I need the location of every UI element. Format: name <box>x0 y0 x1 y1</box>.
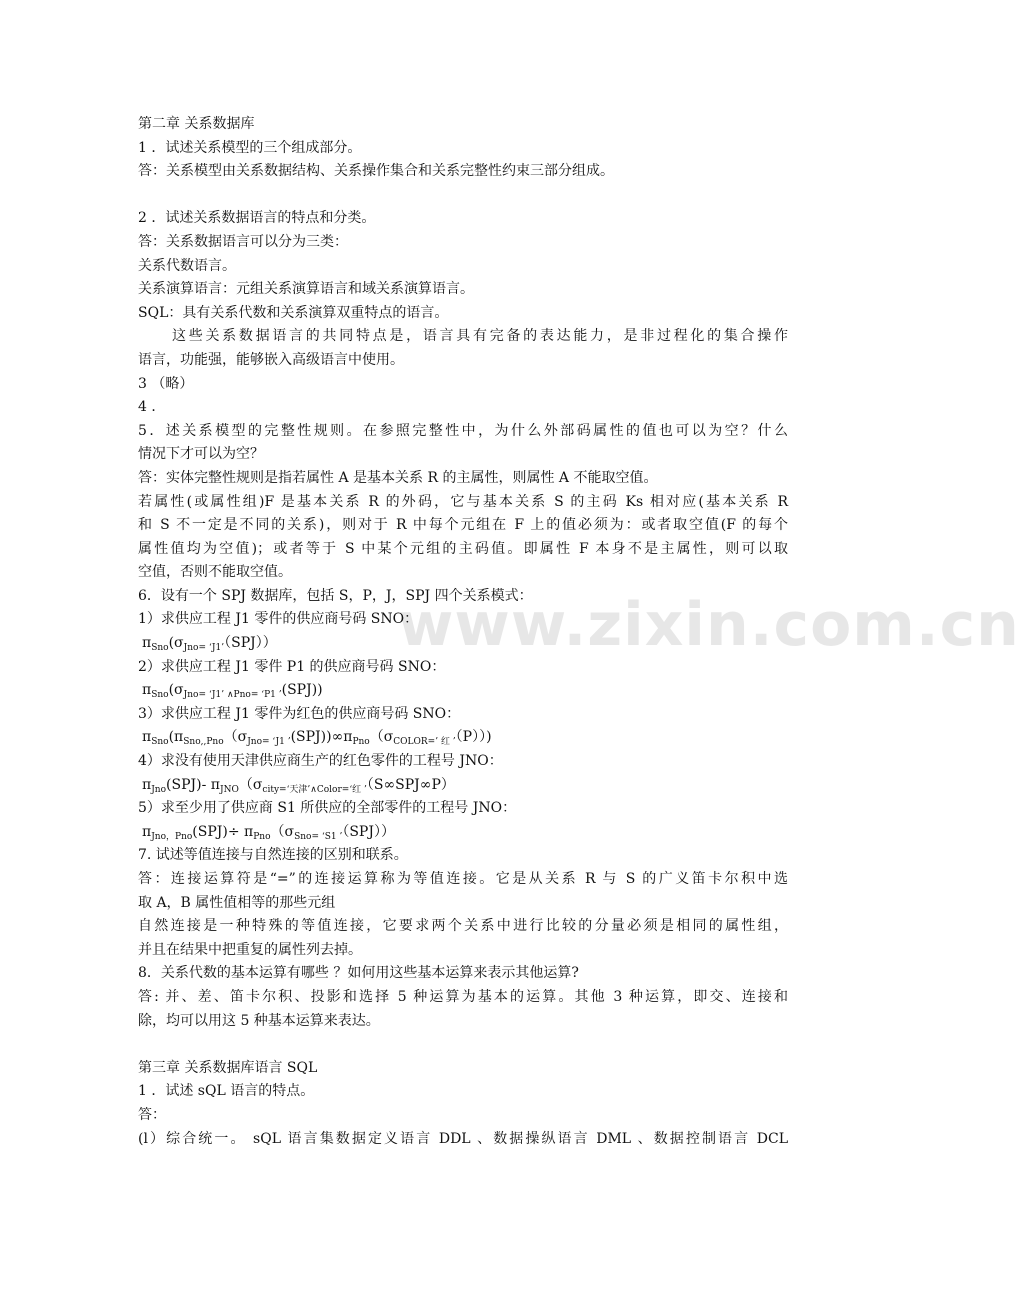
sub-question-3: 3）求供应工程 J1 零件为红色的供应商号码 SNO： <box>138 705 461 722</box>
answer-2-item: 关系演算语言：元组关系演算语言和域关系演算语言。 <box>138 281 474 298</box>
blank-line <box>138 1033 788 1057</box>
chapter-3-question-1: 1 ．试述 sQL 语言的特点。 <box>138 1083 315 1100</box>
sub-question-1: 1）求供应工程 J1 零件的供应商号码 SNO： <box>138 611 419 628</box>
chapter-2-heading: 第二章 关系数据库 <box>138 116 255 132</box>
formula-2: $\pi_{Sno}(\sigma_{Jno= ‘J1’ \wedge Pno= ‘P1 ’}(SPJ))$ <box>142 682 323 701</box>
paragraph-line: 自然连接是一种特殊的等值连接，它要求两个关系中进行比较的分量必须是相同的属性组， <box>138 918 788 935</box>
answer-2-item: 关系代数语言。 <box>138 257 236 274</box>
question-6: 6．设有一个 SPJ 数据库，包括 S，P，J，SPJ 四个关系模式： <box>138 587 533 604</box>
chapter-3-answer-line: (l）综合统一。 sQL 语言集数据定义语言 DDL 、数据操纵语言 DML 、数据控制语言 DCL <box>138 1130 788 1147</box>
question-8: 8．关系代数的基本运算有哪些 ？如何用这些基本运算来表示其他运算? <box>138 965 579 982</box>
watermark: www.zixin.com.cn <box>398 590 1020 660</box>
formula-1: $\pi_{Sno}(\sigma_{Jno= ‘J1’}(SPJ))$ <box>142 635 277 654</box>
paragraph-line: 若属性(或属性组)F 是基本关系 R 的外码，它与基本关系 S 的主码 Ks 相对应(基本关系 R <box>138 493 788 510</box>
question-3: 3 （略） <box>138 375 194 392</box>
paragraph-line: 并且在结果中把重复的属性列去掉。 <box>138 941 362 958</box>
blank-line <box>138 184 788 208</box>
sub-question-2: 2）求供应工程 J1 零件 P1 的供应商号码 SNO： <box>138 658 446 675</box>
answer-1: 答：关系模型由关系数据结构、关系操作集合和关系完整性约束三部分组成。 <box>138 163 614 180</box>
formula-5: $\pi_{Jno,Pno}(SPJ)\div \pi_{Pno}(\sigma_{Sno= ‘S1 ’}(SPJ))$ <box>142 823 395 842</box>
formula-3: $\pi_{Sno}(\pi_{Sno,,Pno}(\sigma_{Jno= ‘J1 ’}(SPJ))\infty\pi_{Pno}(\sigma_{COLOR=’ 红 ’}(P)))$ <box>142 729 492 748</box>
sub-question-5: 5）求至少用了供应商 S1 所供应的全部零件的工程号 JNO： <box>138 800 517 817</box>
document-page <box>138 113 788 1151</box>
paragraph-line: 空值，否则不能取空值。 <box>138 564 292 581</box>
answer-8: 答: 并、差、笛卡尔积、投影和选择 5 种运算为基本的运算。其他 3 种运算，即交、连接和 <box>138 988 788 1005</box>
formula-4: $\pi_{Jno}(SPJ)-$ $\pi_{JNO}(\sigma_{city=‘天津’\wedge Color=‘红 ’}(S\infty SPJ\infty P)$ <box>142 776 455 795</box>
chapter-3-heading: 第三章 关系数据库语言 SQL <box>138 1059 318 1076</box>
chapter-3-answer-label: 答： <box>138 1106 166 1123</box>
question-4: 4 ． <box>138 399 166 416</box>
sub-question-4: 4）求没有使用天津供应商生产的红色零件的工程号 JNO： <box>138 753 503 770</box>
paragraph-line: 和 S 不一定是不同的关系)，则对于 R 中每个元组在 F 上的值必须为：或者取空值(F 的每个 <box>138 517 788 534</box>
paragraph-line: 语言，功能强，能够嵌入高级语言中使用。 <box>138 351 404 368</box>
question-5: 5．述关系模型的完整性规则。在参照完整性中，为什么外部码属性的值也可以为空？什么 <box>138 422 788 439</box>
answer-5: 答：实体完整性规则是指若属性 A 是基本关系 R 的主属性，则属性 A 不能取空值。 <box>138 469 658 486</box>
answer-7: 答：连接运算符是“=”的连接运算称为等值连接。它是从关系 R 与 S 的广义笛卡尔积中选 <box>138 871 788 887</box>
question-1: 1 ．试述关系模型的三个组成部分。 <box>138 139 362 156</box>
answer-2-item: SQL：具有关系代数和关系演算双重特点的语言。 <box>138 304 449 321</box>
answer-7-cont: 取 A，B 属性值相等的那些元组 <box>138 894 336 911</box>
question-7: 7. 试述等值连接与自然连接的区别和联系。 <box>138 847 408 864</box>
answer-8-cont: 除，均可以用这 5 种基本运算来表达。 <box>138 1012 380 1029</box>
paragraph-line: 属性值均为空值)；或者等于 S 中某个元组的主码值。即属性 F 本身不是主属性，则可以取 <box>138 540 788 557</box>
question-5-cont: 情况下才可以为空？ <box>138 446 264 463</box>
answer-2: 答：关系数据语言可以分为三类： <box>138 233 348 250</box>
question-2: 2 ．试述关系数据语言的特点和分类。 <box>138 210 376 227</box>
paragraph-line: 这些关系数据语言的共同特点是，语言具有完备的表达能力，是非过程化的集合操作 <box>172 328 788 345</box>
